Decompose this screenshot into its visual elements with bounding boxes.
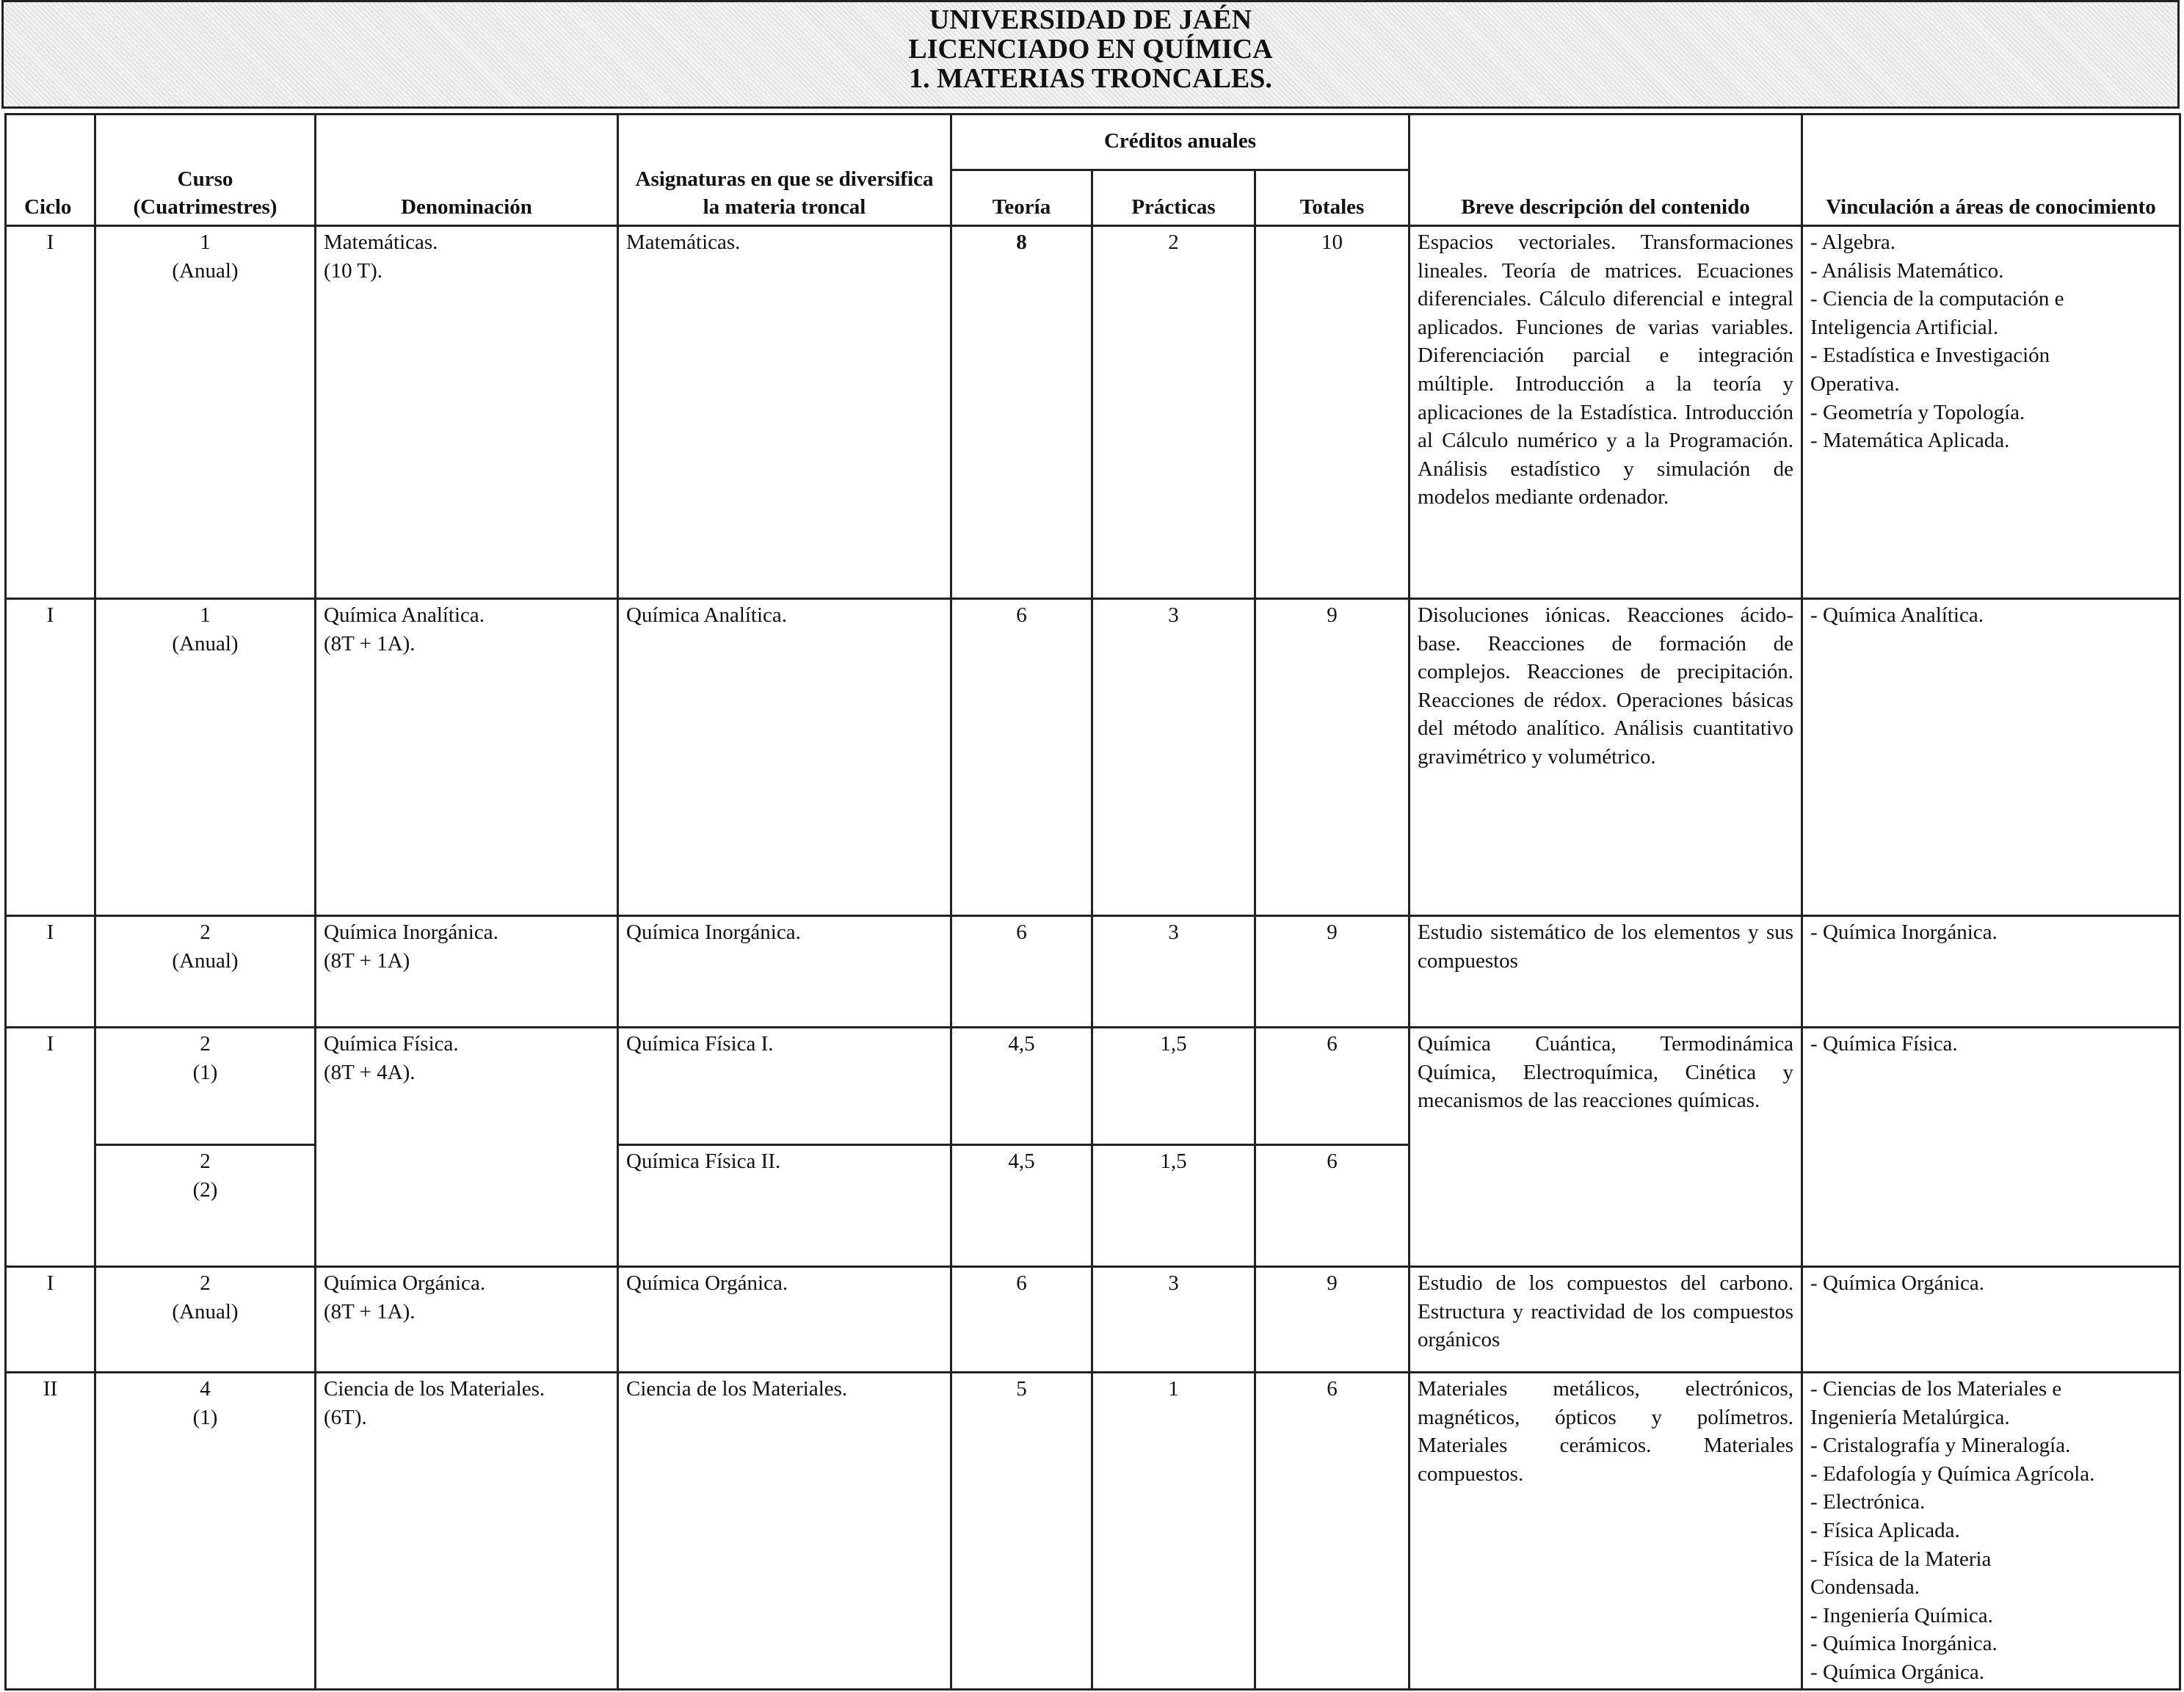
header-practicas: Prácticas bbox=[1092, 170, 1255, 226]
area-item: - Química Inorgánica. bbox=[1810, 1632, 1998, 1656]
cell-denominacion bbox=[316, 599, 618, 916]
denominacion-name: Matemáticas. bbox=[324, 230, 438, 254]
denominacion-credits: (6T). bbox=[324, 1405, 367, 1429]
header-totales: Totales bbox=[1255, 170, 1410, 226]
cell-curso bbox=[95, 599, 316, 916]
curso-number: 4 bbox=[200, 1377, 211, 1401]
cell-descripcion: Materiales metálicos, electrónicos, magnéticos, ópticos y polímetros. Materiales cerámicos. Materiales compuestos. bbox=[1410, 1373, 1802, 1690]
cell-practicas: 3 bbox=[1092, 599, 1255, 916]
cell-curso bbox=[95, 1373, 316, 1690]
header-vinculacion: Vinculación a áreas de conocimiento bbox=[1802, 115, 2180, 226]
cell-descripcion: Estudio de los compuestos del carbono. Estructura y reactividad de los compuestos orgánicos bbox=[1410, 1267, 1802, 1373]
curso-number: 1 bbox=[200, 603, 211, 627]
area-item: - Estadística e Investigación bbox=[1810, 344, 2050, 368]
cell-asignatura: Matemáticas. bbox=[618, 226, 951, 599]
area-item: Condensada. bbox=[1810, 1575, 1920, 1600]
table-row bbox=[6, 599, 2180, 916]
cell-totales: 6 bbox=[1255, 1373, 1410, 1690]
degree-title: LICENCIADO EN QUÍMICA bbox=[908, 34, 1273, 65]
curso-period: (2) bbox=[192, 1177, 218, 1202]
denominacion-credits: (8T + 1A). bbox=[324, 1299, 416, 1324]
area-item: - Ciencias de los Materiales e bbox=[1810, 1377, 2062, 1401]
denominacion-credits: (8T + 1A) bbox=[324, 948, 410, 973]
cell-denominacion bbox=[316, 1373, 618, 1690]
cell-denominacion bbox=[316, 1267, 618, 1373]
cell-asignatura: Química Analítica. bbox=[618, 599, 951, 916]
cell-vinculacion bbox=[1802, 1028, 2180, 1267]
cell-descripcion: Disoluciones iónicas. Reacciones ácido-base. Reacciones de formación de complejos. Reacciones de precipitación. Reacciones de rédox. Operaciones básicas del método analítico. Análisis cuantitativo gravimétrico y volumétrico. bbox=[1410, 599, 1802, 916]
header-curso-line1: Curso bbox=[177, 167, 233, 191]
cell-vinculacion bbox=[1802, 1267, 2180, 1373]
document-header bbox=[1, 0, 2180, 109]
cell-descripcion: Química Cuántica, Termodinámica Química, Electroquímica, Cinética y mecanismos de las reacciones químicas. bbox=[1410, 1028, 1802, 1267]
header-curso-line2: (Cuatrimestres) bbox=[133, 195, 277, 219]
header-descripcion: Breve descripción del contenido bbox=[1410, 115, 1802, 226]
subjects-table bbox=[4, 113, 2181, 1691]
cell-practicas: 1,5 bbox=[1092, 1028, 1255, 1145]
cell-teoria: 6 bbox=[951, 599, 1092, 916]
header-denominacion: Denominación bbox=[316, 115, 618, 226]
cell-asignatura: Química Física I. bbox=[618, 1028, 951, 1145]
cell-vinculacion bbox=[1802, 599, 2180, 916]
cell-ciclo: I bbox=[6, 226, 95, 599]
cell-teoria: 4,5 bbox=[951, 1028, 1092, 1145]
area-item: - Física Aplicada. bbox=[1810, 1518, 1960, 1542]
cell-totales: 6 bbox=[1255, 1028, 1410, 1145]
table-row bbox=[6, 1267, 2180, 1373]
cell-practicas: 3 bbox=[1092, 1267, 1255, 1373]
cell-curso bbox=[95, 1267, 316, 1373]
cell-totales: 6 bbox=[1255, 1145, 1410, 1267]
area-item: Ingeniería Metalúrgica. bbox=[1810, 1405, 2010, 1429]
cell-asignatura: Química Orgánica. bbox=[618, 1267, 951, 1373]
area-item: - Análisis Matemático. bbox=[1810, 258, 2004, 283]
curso-period: (Anual) bbox=[172, 948, 239, 973]
curso-period: (1) bbox=[192, 1405, 218, 1429]
curso-number: 2 bbox=[200, 1032, 211, 1056]
cell-teoria: 5 bbox=[951, 1373, 1092, 1690]
cell-totales: 9 bbox=[1255, 916, 1410, 1028]
curso-number: 2 bbox=[200, 1150, 211, 1173]
area-item: - Geometría y Topología. bbox=[1810, 400, 2025, 424]
header-ciclo: Ciclo bbox=[6, 115, 95, 226]
area-item: - Electrónica. bbox=[1810, 1490, 1926, 1514]
cell-descripcion: Espacios vectoriales. Transformaciones lineales. Teoría de matrices. Ecuaciones diferenciales. Cálculo diferencial e integral aplicados. Funciones de varias variables. Diferenciación parcial e integración múltiple. Introducción a la teoría y aplicaciones de la Estadística. Introducción al Cálculo numérico y a la Programación. Análisis estadístico y simulación de modelos mediante ordenador. bbox=[1410, 226, 1802, 599]
denominacion-name: Química Analítica. bbox=[324, 603, 485, 627]
area-item: - Química Inorgánica. bbox=[1810, 921, 1998, 944]
area-item: - Algebra. bbox=[1810, 230, 1895, 254]
header-teoria: Teoría bbox=[951, 170, 1092, 226]
cell-vinculacion bbox=[1802, 226, 2180, 599]
curso-number: 1 bbox=[200, 230, 211, 254]
table-row bbox=[6, 1373, 2180, 1690]
cell-ciclo: I bbox=[6, 1267, 95, 1373]
area-item: - Química Analítica. bbox=[1810, 603, 1984, 627]
area-item: Operativa. bbox=[1810, 371, 1900, 396]
section-title: 1. MATERIAS TRONCALES. bbox=[909, 63, 1272, 94]
cell-asignatura: Química Inorgánica. bbox=[618, 916, 951, 1028]
denominacion-name: Química Física. bbox=[324, 1032, 459, 1056]
university-title: UNIVERSIDAD DE JAÉN bbox=[929, 4, 1252, 35]
table-header-row bbox=[6, 115, 2180, 170]
cell-descripcion: Estudio sistemático de los elementos y sus compuestos bbox=[1410, 916, 1802, 1028]
denominacion-name: Química Orgánica. bbox=[324, 1271, 486, 1295]
curso-period: (Anual) bbox=[172, 1299, 239, 1324]
cell-totales: 9 bbox=[1255, 1267, 1410, 1373]
area-item: - Cristalografía y Mineralogía. bbox=[1810, 1434, 2071, 1458]
area-item: Inteligencia Artificial. bbox=[1810, 315, 1999, 339]
denominacion-credits: (10 T). bbox=[324, 258, 383, 283]
cell-ciclo: I bbox=[6, 916, 95, 1028]
cell-curso bbox=[95, 916, 316, 1028]
table-row bbox=[6, 916, 2180, 1028]
area-item: - Ingeniería Química. bbox=[1810, 1603, 1993, 1627]
header-creditos: Créditos anuales bbox=[951, 115, 1410, 170]
cell-asignatura: Química Física II. bbox=[618, 1145, 951, 1267]
cell-curso bbox=[95, 1028, 316, 1145]
cell-ciclo: I bbox=[6, 1028, 95, 1267]
cell-asignatura: Ciencia de los Materiales. bbox=[618, 1373, 951, 1690]
cell-curso bbox=[95, 226, 316, 599]
cell-curso bbox=[95, 1145, 316, 1267]
cell-denominacion bbox=[316, 1028, 618, 1267]
cell-teoria: 4,5 bbox=[951, 1145, 1092, 1267]
header-curso bbox=[95, 115, 316, 226]
cell-ciclo: II bbox=[6, 1373, 95, 1690]
cell-totales: 9 bbox=[1255, 599, 1410, 916]
cell-teoria: 8 bbox=[951, 226, 1092, 599]
cell-ciclo: I bbox=[6, 599, 95, 916]
table-row bbox=[6, 1028, 2180, 1145]
curso-period: (Anual) bbox=[172, 258, 239, 283]
area-item: - Química Orgánica. bbox=[1810, 1660, 1985, 1684]
area-item: - Química Orgánica. bbox=[1810, 1271, 1985, 1295]
denominacion-credits: (8T + 4A). bbox=[324, 1060, 416, 1084]
area-item: - Matemática Aplicada. bbox=[1810, 429, 2010, 453]
area-item: - Física de la Materia bbox=[1810, 1547, 1992, 1571]
cell-vinculacion bbox=[1802, 916, 2180, 1028]
cell-teoria: 6 bbox=[951, 916, 1092, 1028]
curso-period: (Anual) bbox=[172, 631, 239, 656]
cell-practicas: 2 bbox=[1092, 226, 1255, 599]
curso-period: (1) bbox=[192, 1060, 218, 1084]
header-asignaturas: Asignaturas en que se diversifica la materia troncal bbox=[618, 115, 951, 226]
denominacion-name: Química Inorgánica. bbox=[324, 921, 498, 944]
cell-denominacion bbox=[316, 226, 618, 599]
area-item: - Química Física. bbox=[1810, 1032, 1958, 1056]
area-item: - Ciencia de la computación e bbox=[1810, 287, 2064, 311]
denominacion-credits: (8T + 1A). bbox=[324, 631, 416, 656]
table-row bbox=[6, 226, 2180, 599]
cell-totales: 10 bbox=[1255, 226, 1410, 599]
curso-number: 2 bbox=[200, 921, 211, 944]
cell-vinculacion bbox=[1802, 1373, 2180, 1690]
cell-practicas: 1,5 bbox=[1092, 1145, 1255, 1267]
denominacion-name: Ciencia de los Materiales. bbox=[324, 1377, 545, 1401]
cell-teoria: 6 bbox=[951, 1267, 1092, 1373]
curso-number: 2 bbox=[200, 1271, 211, 1295]
cell-practicas: 3 bbox=[1092, 916, 1255, 1028]
cell-practicas: 1 bbox=[1092, 1373, 1255, 1690]
cell-denominacion bbox=[316, 916, 618, 1028]
area-item: - Edafología y Química Agrícola. bbox=[1810, 1462, 2095, 1486]
